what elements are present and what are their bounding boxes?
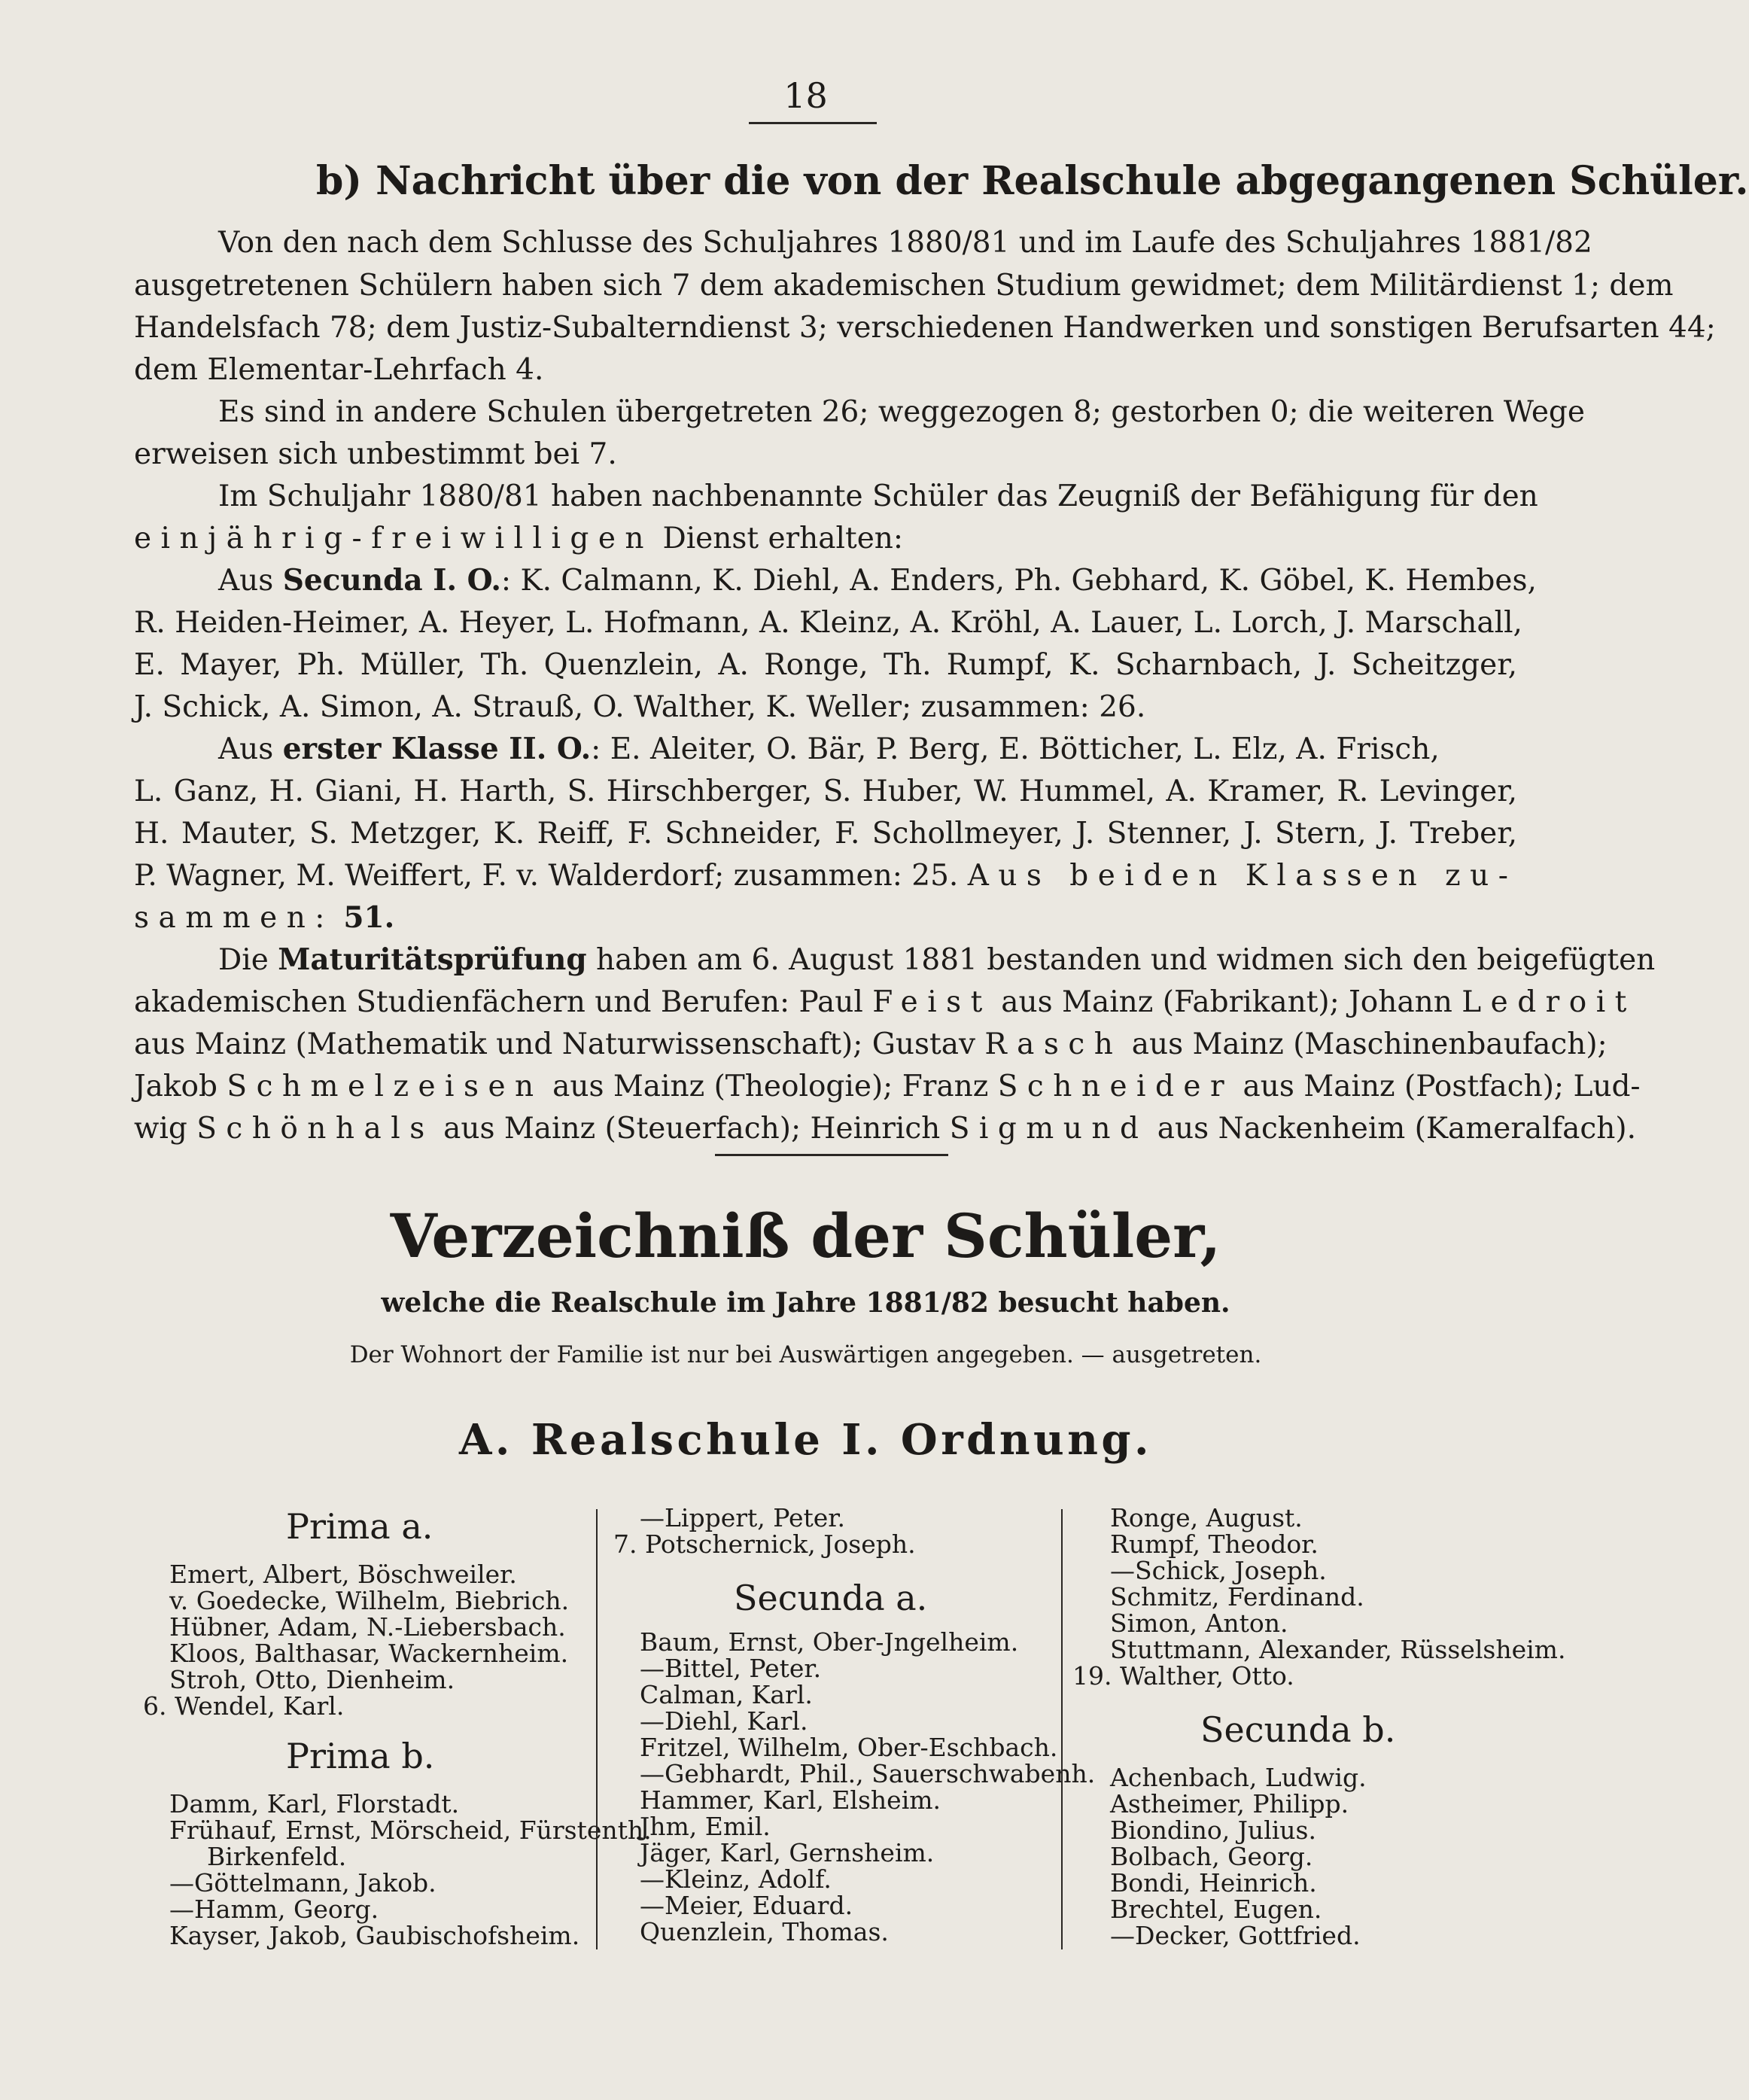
list-item: —Meier, Eduard.	[640, 1891, 853, 1920]
list-item: —Decker, Gottfried.	[1110, 1921, 1361, 1950]
list-item: Astheimer, Philipp.	[1110, 1789, 1349, 1818]
paragraph-line: Im Schuljahr 1880/81 haben nachbenannte Schüler das Zeugniß der Befähigung für den	[218, 479, 1538, 513]
paragraph-line: E. Mayer, Ph. Müller, Th. Quenzlein, A. Ronge, Th. Rumpf, K. Scharnbach, J. Scheitzger,	[134, 648, 1517, 682]
paragraph-line: Von den nach dem Schlusse des Schuljahres 1880/81 und im Laufe des Schuljahres 1881/82	[218, 226, 1592, 260]
paragraph-line: H. Mauter, S. Metzger, K. Reiff, F. Schneider, F. Schollmeyer, J. Stenner, J. Stern, J. Treber,	[134, 817, 1517, 851]
paragraph-line: erweisen sich unbestimmt bei 7.	[134, 437, 617, 471]
page-title: Verzeichniß der Schüler,	[390, 1201, 1221, 1271]
list-item: Calman, Karl.	[640, 1680, 813, 1709]
student-column-2	[610, 1502, 1096, 1968]
paragraph-line-text: aus Mainz (Theologie); Franz	[552, 1070, 989, 1103]
spaced-term: Ledroit	[1462, 985, 1636, 1019]
paragraph-line: Es sind in andere Schulen übergetreten 26; weggezogen 8; gestorben 0; die weiteren Wege	[218, 395, 1585, 429]
list-item: Achenbach, Ludwig.	[1110, 1763, 1367, 1792]
list-item: —Hamm, Georg.	[169, 1895, 379, 1924]
paragraph-line	[134, 985, 1636, 1019]
paragraph-line	[134, 1027, 1608, 1061]
paragraph-line-text: P. Wagner, M. Weiffert, F. v. Walderdorf; zusammen: 25.	[134, 859, 959, 893]
list-item: Rumpf, Theodor.	[1110, 1529, 1319, 1559]
paragraph-line-text: aus Nackenheim (Kameralfach).	[1157, 1112, 1636, 1146]
spaced-term: Rasch	[984, 1027, 1123, 1061]
spaced-term: Schmelzeisen	[227, 1070, 543, 1103]
class-heading-prima-b: Prima b.	[286, 1736, 435, 1776]
paragraph-line: J. Schick, A. Simon, A. Strauß, O. Walther, K. Weller; zusammen: 26.	[134, 690, 1146, 724]
spaced-term: Aus beiden Klassen zu-	[967, 859, 1518, 893]
column-divider	[1061, 1509, 1063, 1949]
spaced-term: sammen:	[134, 901, 334, 935]
list-item: Baum, Ernst, Ober-Jngelheim.	[640, 1627, 1019, 1657]
list-item: Ronge, August.	[1110, 1503, 1303, 1532]
bold-term: erster Klasse II. O.	[282, 732, 592, 766]
list-item: 7. Potschernick, Joseph.	[613, 1529, 916, 1559]
list-item: —Lippert, Peter.	[640, 1503, 845, 1532]
page-number: 18	[783, 75, 828, 116]
paragraph-line-text: akademischen Studienfächern und Berufen: Paul	[134, 985, 863, 1019]
paragraph-line-text: aus Mainz (Fabrikant); Johann	[1001, 985, 1452, 1019]
list-item: —Göttelmann, Jakob.	[169, 1868, 436, 1898]
list-item: Biondino, Julius.	[1110, 1815, 1316, 1845]
list-item: Bondi, Heinrich.	[1110, 1868, 1317, 1898]
student-column-1	[135, 1502, 652, 1968]
list-item: Jhm, Emil.	[640, 1812, 771, 1841]
section-heading: b) Nachricht über die von der Realschule abgegangenen Schüler.	[316, 158, 1749, 204]
page-subtitle: welche die Realschule im Jahre 1881/82 besucht haben.	[381, 1287, 1230, 1319]
list-item: Brechtel, Eugen.	[1110, 1895, 1322, 1924]
paragraph-line	[218, 942, 1656, 977]
list-item: Fritzel, Wilhelm, Ober-Eschbach.	[640, 1733, 1058, 1762]
paragraph-line	[218, 563, 1537, 598]
section-a-heading: A. Realschule I. Ordnung.	[458, 1415, 1153, 1465]
list-item: Birkenfeld.	[207, 1842, 347, 1871]
bold-term: Maturitätsprüfung	[278, 942, 587, 977]
list-item: —Kleinz, Adolf.	[640, 1864, 832, 1894]
total-value: 51.	[343, 900, 395, 935]
list-item: Hübner, Adam, N.-Liebersbach.	[169, 1612, 566, 1642]
paragraph-line	[218, 732, 1517, 766]
student-column-3	[1069, 1502, 1566, 1968]
list-item: Quenzlein, Thomas.	[640, 1917, 889, 1946]
class-heading-secunda-a: Secunda a.	[734, 1578, 928, 1618]
paragraph-line-text: wig	[134, 1112, 187, 1146]
spaced-term: Schönhals	[196, 1112, 434, 1146]
list-item: —Bittel, Peter.	[640, 1654, 822, 1683]
list-item: Stuttmann, Alexander, Rüsselsheim.	[1110, 1635, 1566, 1664]
bold-term: Secunda I. O.	[282, 563, 501, 598]
spaced-term: Sigmund	[949, 1112, 1148, 1146]
list-item: —Gebhardt, Phil., Sauerschwabenh.	[640, 1759, 1096, 1788]
list-item: Simon, Anton.	[1110, 1608, 1288, 1638]
paragraph-line: Handelsfach 78; dem Justiz-Subalterndienst 3; verschiedenen Handwerken und sonstigen Berufsarten 44;	[134, 311, 1716, 345]
page-number-rule	[749, 122, 877, 124]
list-item: 6. Wendel, Karl.	[143, 1691, 345, 1721]
paragraph-line: ausgetretenen Schülern haben sich 7 dem akademischen Studium gewidmet; dem Militärdienst 1; dem	[134, 269, 1674, 303]
spaced-term: Schneider	[997, 1070, 1234, 1103]
divider-rule	[715, 1154, 948, 1156]
paragraph-line-text: Dienst erhalten:	[662, 522, 904, 555]
paragraph-line-text: haben am 6. August 1881 bestanden und widmen sich den beigefügten	[596, 943, 1656, 977]
paragraph-line-text: aus Mainz (Mathematik und Naturwissenschaft); Gustav	[134, 1027, 975, 1061]
paragraph-line-text: aus Mainz (Steuerfach); Heinrich	[443, 1112, 941, 1146]
paragraph-line-text: Jakob	[134, 1070, 217, 1103]
column-divider	[596, 1509, 598, 1949]
paragraph-line: R. Heiden-Heimer, A. Heyer, L. Hofmann, A. Kleinz, A. Kröhl, A. Lauer, L. Lorch, J. Marschall,	[134, 606, 1522, 640]
paragraph-line: L. Ganz, H. Giani, H. Harth, S. Hirschberger, S. Huber, W. Hummel, A. Kramer, R. Levinger,	[134, 775, 1517, 808]
list-item: Schmitz, Ferdinand.	[1110, 1582, 1364, 1612]
paragraph-line	[134, 900, 1517, 935]
list-item: Damm, Karl, Florstadt.	[169, 1789, 460, 1818]
paragraph-line-text: aus Mainz (Postfach); Lud-	[1243, 1070, 1641, 1103]
list-item: Hammer, Karl, Elsheim.	[640, 1785, 941, 1815]
paragraph-line-text: aus Mainz (Maschinenbaufach);	[1131, 1027, 1608, 1061]
list-item: v. Goedecke, Wilhelm, Biebrich.	[169, 1586, 570, 1615]
list-item: Frühauf, Ernst, Mörscheid, Fürstenth.	[169, 1815, 652, 1845]
list-item: —Schick, Joseph.	[1110, 1556, 1327, 1585]
spaced-term: einjährig-freiwilligen	[134, 522, 654, 555]
bold-term: Aus	[218, 564, 274, 598]
spaced-term: Feist	[872, 985, 992, 1019]
list-item: Kayser, Jakob, Gaubischofsheim.	[169, 1921, 580, 1950]
list-item: Emert, Albert, Böschweiler.	[169, 1560, 517, 1589]
list-item: Kloos, Balthasar, Wackernheim.	[169, 1639, 569, 1668]
paragraph-line	[134, 1070, 1641, 1103]
list-item: —Diehl, Karl.	[640, 1706, 808, 1736]
legend-note: Der Wohnort der Familie ist nur bei Auswärtigen angegeben. — ausgetreten.	[349, 1341, 1262, 1368]
list-item: 19. Walther, Otto.	[1072, 1661, 1294, 1691]
class-heading-secunda-b: Secunda b.	[1200, 1709, 1396, 1750]
paragraph-line	[134, 1112, 1636, 1146]
paragraph-line: dem Elementar-Lehrfach 4.	[134, 353, 544, 387]
paragraph-line-text: : E. Aleiter, O. Bär, P. Berg, E. Bötticher, L. Elz, A. Frisch,	[591, 732, 1440, 766]
bold-term: Aus	[218, 732, 274, 766]
list-item: Bolbach, Georg.	[1110, 1842, 1313, 1871]
list-item: Stroh, Otto, Dienheim.	[169, 1665, 455, 1694]
paragraph-line	[134, 524, 1517, 553]
paragraph-line	[134, 859, 1518, 893]
class-heading-prima-a: Prima a.	[286, 1506, 433, 1547]
list-item: Jäger, Karl, Gernsheim.	[640, 1838, 935, 1867]
paragraph-line-text: : K. Calmann, K. Diehl, A. Enders, Ph. Gebhard, K. Göbel, K. Hembes,	[500, 564, 1537, 598]
paragraph-line-text: Die	[218, 943, 269, 977]
